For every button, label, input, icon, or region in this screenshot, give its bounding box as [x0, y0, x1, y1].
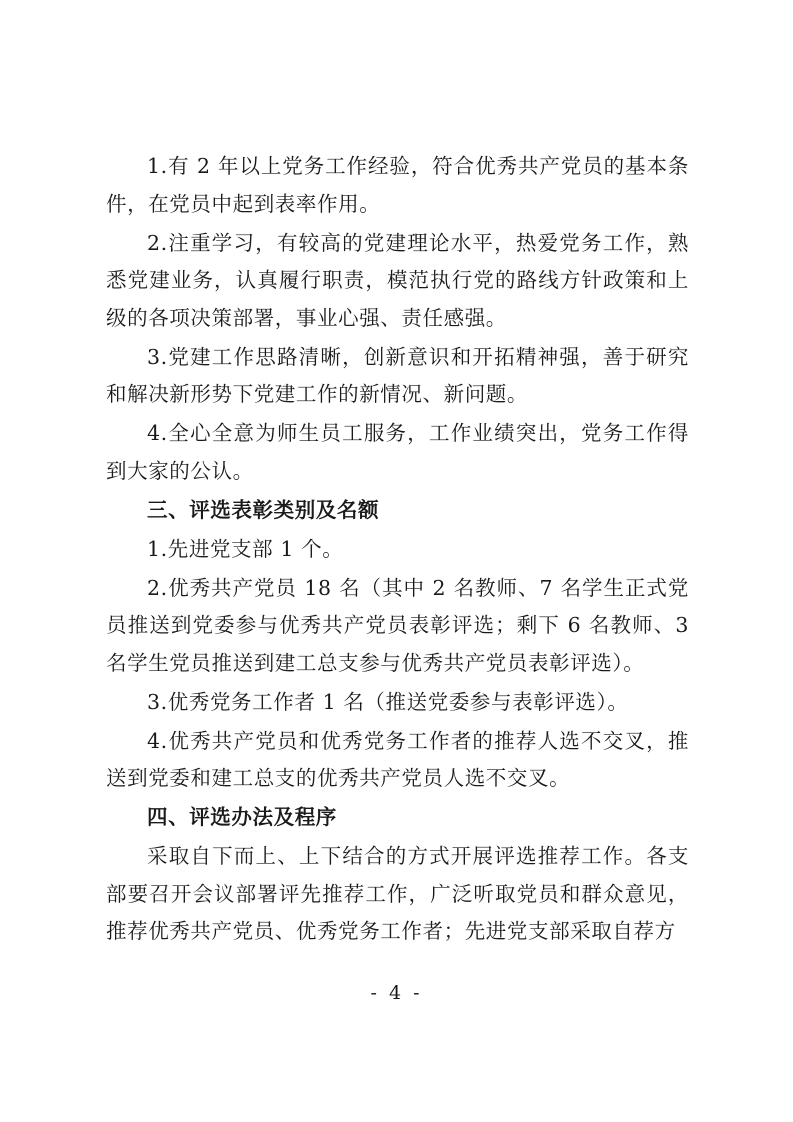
section-heading-4: 四、评选办法及程序	[147, 805, 337, 829]
paragraph-quota-3: 3.优秀党务工作者 1 名（推送党委参与表彰评选）。	[147, 689, 629, 714]
document-page	[106, 148, 689, 952]
page-number: - 4 -	[370, 982, 423, 1004]
paragraph-condition-2: 2.注重学习，有较高的党建理论水平，热爱党务工作，熟悉党建业务，认真履行职责，模范执行党的路线方针政策和上级的各项决策部署，事业心强、责任感强。	[106, 230, 689, 330]
paragraph-quota-2: 2.优秀共产党员 18 名（其中 2 名教师、7 名学生正式党员推送到党委参与优秀共产党员表彰评选；剩下 6 名教师、3 名学生党员推送到建工总支参与优秀共产党员表彰评选）。	[106, 575, 689, 675]
paragraph-condition-3: 3.党建工作思路清晰，创新意识和开拓精神强，善于研究和解决新形势下党建工作的新情况、新问题。	[106, 344, 689, 406]
paragraph-quota-1: 1.先进党支部 1 个。	[147, 536, 344, 561]
paragraph-quota-4: 4.优秀共产党员和优秀党务工作者的推荐人选不交叉，推送到党委和建工总支的优秀共产党员人选不交叉。	[106, 728, 689, 790]
section-heading-3: 三、评选表彰类别及名额	[147, 497, 380, 522]
paragraph-condition-1: 1.有 2 年以上党务工作经验，符合优秀共产党员的基本条件，在党员中起到表率作用。	[106, 154, 689, 216]
paragraph-condition-4: 4.全心全意为师生员工服务，工作业绩突出，党务工作得到大家的公认。	[106, 421, 689, 483]
paragraph-procedure: 采取自下而上、上下结合的方式开展评选推荐工作。各支部要召开会议部署评先推荐工作，广泛听取党员和群众意见，推荐优秀共产党员、优秀党务工作者；先进党支部采取自荐方	[106, 844, 689, 943]
